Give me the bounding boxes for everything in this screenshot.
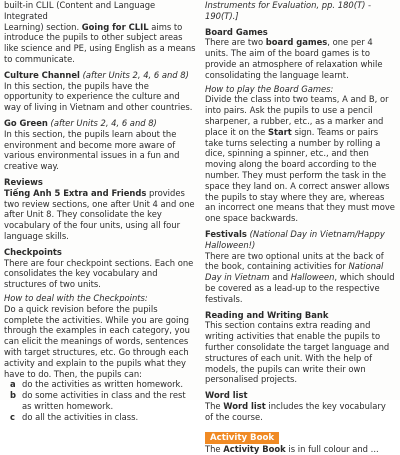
- board-games-heading: Board Games: [205, 26, 268, 37]
- list-item: c do all the activities in class.: [10, 411, 139, 422]
- culture-channel-heading: Culture Channel (after Units 2, 4, 6 and 8): [4, 69, 189, 80]
- culture-channel-text: In this section, the pupils have the opportunity to experience the culture and way of living in Vietnam and other countries.: [4, 80, 193, 113]
- festivals-text: There are two optional units at the back of the book, containing activities for National Day in Vietnam and Halloween, which should be covered as a lead-up to the respective festivals.: [205, 250, 395, 304]
- reviews-heading: Reviews: [4, 176, 43, 187]
- board-games-text: There are two board games, one per 4 units. The aim of the board games is to provide an atmosphere of relaxation while consolidating the language learnt.: [205, 37, 383, 80]
- checkpoints-text: There are four checkpoint sections. Each one consolidates the key vocabulary and structures of two units.: [4, 257, 194, 290]
- checkpoints-subheading: How to deal with the Checkpoints:: [4, 292, 148, 303]
- reviews-text: Tiếng Anh 5 Extra and Friends provides two review sections, one after Unit 4 and one after Unit 8. They consolidate the key vocabulary of the four units, using all four language skills.: [4, 187, 195, 241]
- activity-book-text: The Activity Book is in full colour and ...: [205, 444, 379, 455]
- board-games-instructions: Divide the class into two teams, A and B, or into pairs. Ask the pupils to use a pencil sharpener, a rubber, etc., as a marker and place it on the Start sign. Teams or pairs take turns selecting a number by rolling a dice, spinning a spinner, etc., and then moving along the board according to the number. They must perform the task in the space they land on. A correct answer allows the pupils to stay where they are, whereas an incorrect one means that they must move one space backwards.: [205, 94, 395, 224]
- list-item: b do some activities in class and the rest as written homework.: [10, 390, 186, 411]
- right-column: [205, 0, 396, 455]
- checkpoints-instructions: Do a quick revision before the pupils complete the activities. While you are going through the examples in each category, you can elicit the meanings of words, sentences with target structures, etc. Go through each activity and explain to the pupils what they have to do. Then, the pupils can:: [4, 303, 190, 379]
- checkpoints-heading: Checkpoints: [4, 246, 62, 257]
- board-games-subheading: How to play the Board Games:: [205, 83, 334, 94]
- word-list-text: The Word list includes the key vocabulary of the course.: [205, 400, 386, 422]
- word-list-heading: Word list: [205, 390, 248, 401]
- go-green-text: In this section, the pupils learn about the environment and become more aware of various environmental issues in a fun and creative way.: [4, 128, 180, 172]
- checkpoint-options-list: [4, 379, 197, 422]
- clil-intro-paragraph: built-in CLIL (Content and Language Integrated Learning) section. Going for CLIL aims to introduce the pupils to other subject areas like science and PE, using English as a means to communicate.: [4, 0, 196, 64]
- left-column: [4, 0, 197, 422]
- reference-line: Instruments for Evaluation, pp. 180(T) - 190(T).]: [205, 0, 372, 21]
- reading-writing-heading: Reading and Writing Bank: [205, 309, 329, 320]
- go-green-heading: Go Green (after Units 2, 4, 6 and 8): [4, 117, 157, 128]
- reading-writing-text: This section contains extra reading and writing activities that enable the pupils to further consolidate the target language and structures of each unit. With the help of models, the pupils can write their own personalised projects.: [205, 320, 390, 385]
- festivals-heading: Festivals (National Day in Vietnam/Happy Halloween!): [205, 228, 385, 250]
- list-item: a do the activities as written homework.: [10, 379, 184, 390]
- activity-book-banner: Activity Book: [205, 432, 279, 444]
